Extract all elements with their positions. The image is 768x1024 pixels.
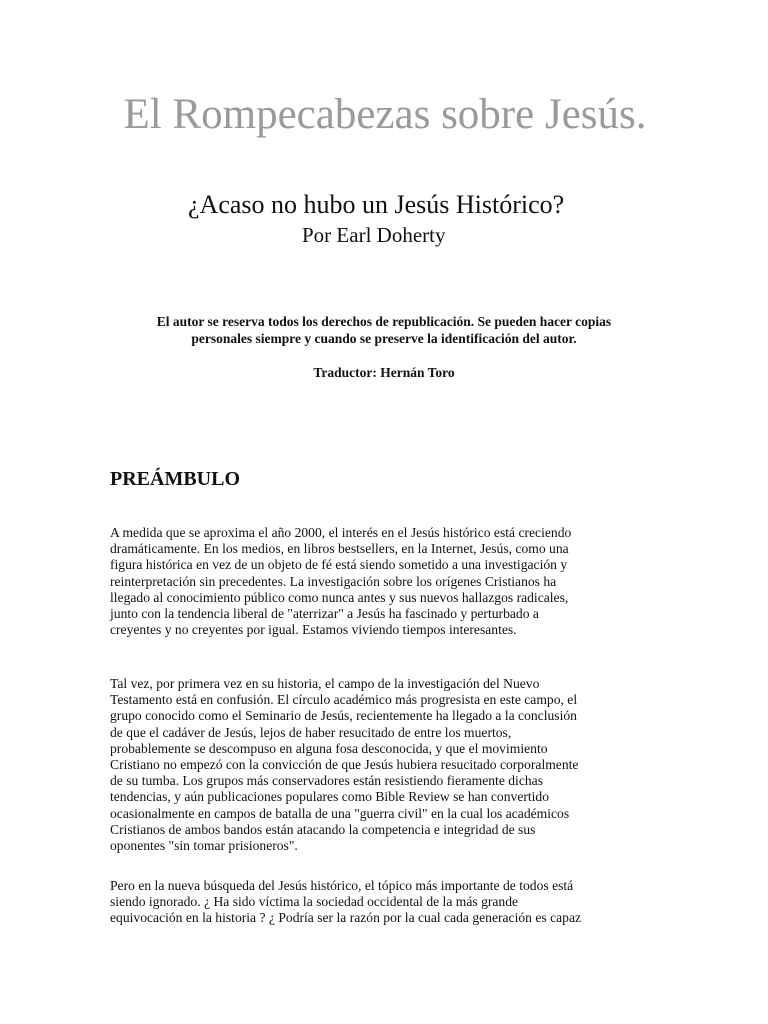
document-author: Por Earl Doherty (302, 223, 446, 247)
text-line: figura histórica en vez de un objeto de fé está siendo sometido a una investigación y (110, 557, 568, 573)
text-line: oponentes "sin tomar prisioneros". (110, 838, 298, 854)
text-line: ocasionalmente en campos de batalla de una "guerra civil" en la cual los académicos (110, 805, 570, 821)
translator-credit: Traductor: Hernán Toro (313, 365, 455, 380)
text-line: de que el cadáver de Jesús, lejos de haber resucitado de entre los muertos, (110, 724, 512, 740)
text-line: tendencias, y aún publicaciones populares como Bible Review se han convertido (110, 789, 550, 805)
paragraph-1 (110, 525, 658, 638)
document-title: El Rompecabezas sobre Jesús. (123, 91, 647, 138)
section-heading: PREÁMBULO (110, 468, 240, 490)
text-line: junto con la tendencia liberal de "aterrizar" a Jesús ha fascinado y perturbado a (110, 606, 539, 622)
paragraph-2 (110, 676, 658, 854)
document-subtitle: ¿Acaso no hubo un Jesús Histórico? (188, 190, 565, 219)
text-line: A medida que se aproxima el año 2000, el interés en el Jesús histórico está creciendo (110, 525, 572, 540)
rights-notice-line: personales siempre y cuando se preserve la identificación del autor. (191, 331, 577, 346)
text-line: probablemente se descompuso en alguna fosa desconocida, y que el movimiento (110, 740, 548, 756)
text-line: Pero en la nueva búsqueda del Jesús histórico, el tópico más importante de todos está (110, 878, 574, 893)
text-line: grupo conocido como el Seminario de Jesús, recientemente ha llegado a la conclusión (110, 708, 577, 724)
text-line: de su tumba. Los grupos más conservadores están resistiendo fieramente dichas (110, 773, 543, 789)
text-line: Cristianos de ambos bandos están atacando la competencia e integridad de sus (110, 821, 536, 837)
text-line: Cristiano no empezó con la convicción de que Jesús hubiera resucitado corporalmente (110, 757, 579, 773)
text-line: llegado al conocimiento público como nunca antes y sus nuevos hallazgos radicales, (110, 589, 569, 605)
text-line: creyentes y no creyentes por igual. Estamos viviendo tiempos interesantes. (110, 622, 517, 638)
rights-notice (100, 313, 668, 347)
text-line: dramáticamente. En los medios, en libros bestsellers, en la Internet, Jesús, como una (110, 541, 569, 557)
text-line: siendo ignorado. ¿ Ha sido víctima la sociedad occidental de la más grande (110, 894, 519, 910)
text-line: Testamento está en confusión. El círculo académico más progresista en este campo, el (110, 692, 578, 708)
paragraph-3 (110, 878, 658, 927)
text-line: Tal vez, por primera vez en su historia, el campo de la investigación del Nuevo (110, 676, 540, 691)
text-line: reinterpretación sin precedentes. La investigación sobre los orígenes Cristianos ha (110, 573, 557, 589)
rights-notice-line: El autor se reserva todos los derechos de republicación. Se pueden hacer copias (156, 314, 612, 329)
text-line: equivocación en la historia ? ¿ Podría ser la razón por la cual cada generación es capaz (110, 910, 582, 926)
